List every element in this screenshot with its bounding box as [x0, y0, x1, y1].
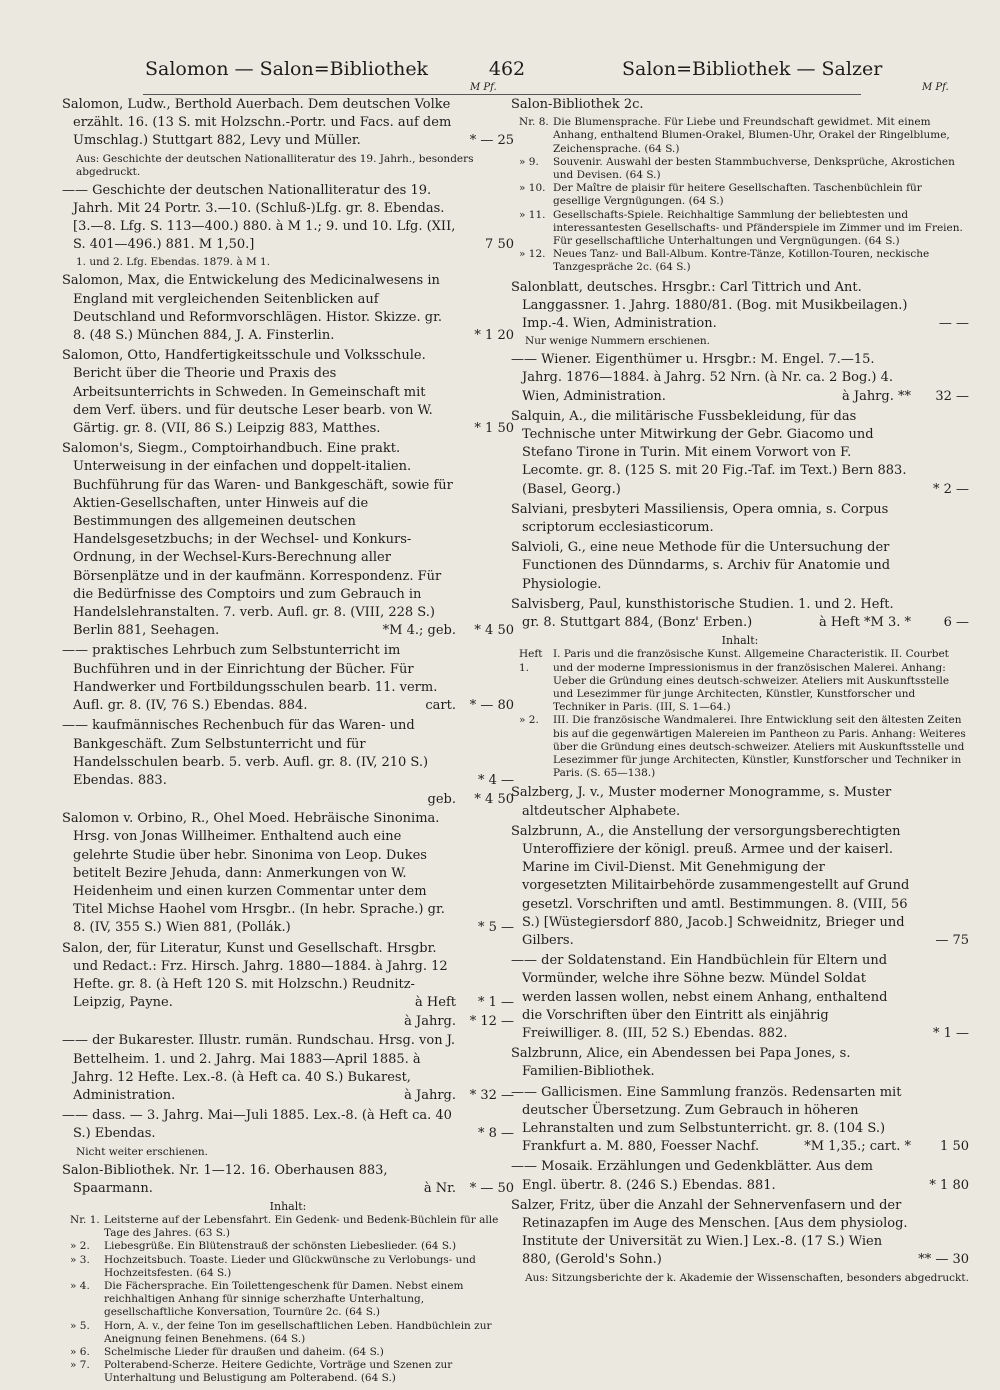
catalog-entry: [62, 940, 514, 1030]
contents-item: Nr. 8. Die Blumensprache. Für Liebe und Freundschaft gewidmet. Mit einem Anhang, enthaltend Blumen-Orakel, Blumen-Uhr, Orakel der Ringelblume, Zeichensprache. (64 S.): [519, 116, 950, 155]
entry-price: * 1 80: [929, 1177, 969, 1193]
entry-text: Salvioli, G., eine neue Methode für die Untersuchung der Functionen des Dünndarms, s. Archiv für Anatomie und Physiologie.: [511, 540, 891, 592]
contents-item: » 6. Schelmische Lieder für draußen und daheim. (64 S.): [70, 1346, 384, 1358]
entry-price: * 8 —: [477, 1126, 514, 1142]
catalog-entry: [511, 1084, 969, 1157]
contents-heading: Inhalt:: [721, 634, 759, 648]
entry-text: Salomon's, Siegm., Comptoirhandbuch. Eine prakt. Unterweisung in der einfachen und doppelt-italien. Buchführung für das Waren- und Bankgeschäft, sowie für Aktien-Gesellschaften, unter Hinweis auf die Bestimmungen des allgemeinen deutschen Handelsgesetzbuchs; in der Wechsel- und Konkurs-Ordnung, in der Wechsel-Kurs-Berechnung aller Börsenplätze und in der kaufmänn. Korrespondenz. Für die Bedürfnisse des Comptoirs und zum Gebrauch in Handelslehranstalten. 7. verb. Aufl. gr. 8. (VIII, 228 S.) Berlin 881, Seehagen.: [62, 441, 453, 639]
entry-text: —— Geschichte der deutschen Nationalliteratur des 19. Jahrh. Mit 24 Portr. 3.—10. (Schluß-)Lfg. gr. 8. Ebendas. [3.—8. Lfg. S. 113—400.) 880. à M 1.; 9. und 10. Lfg. (XII, S. 401—496.) 881. M 1,50.]: [62, 182, 456, 253]
catalog-entry: [62, 1162, 514, 1198]
entry-price-bound: * 4 50: [474, 791, 514, 807]
contents-heading: Inhalt:: [269, 1199, 307, 1213]
entry-text: —— der Bukarester. Illustr. rumän. Rundschau. Hrsg. von J. Bettelheim. 1. und 2. Jahrg. Mai 1883—April 1885. à Jahrg. 12 Hefte. Lex.-8. (à Heft ca. 40 S.) Bukarest, Administration.: [62, 1033, 456, 1103]
page-number: 462: [488, 58, 526, 80]
entry-text: Salomon, Max, die Entwickelung des Medicinalwesens in England mit vergleichenden Seitenblicken auf Deutschland und Reformvorschlägen. Histor. Skizze. gr. 8. (48 S.) München 884, J. A. Finsterlin.: [62, 273, 443, 344]
catalog-entry: [511, 1197, 969, 1270]
left-column: [62, 96, 514, 1390]
entry-price-label: cart.: [425, 698, 456, 714]
entry-text: Salon-Bibliothek 2c.: [511, 97, 644, 112]
contents-item: » 5. Horn, A. v., der feine Ton im gesellschaftlichen Leben. Handbüchlein zur Aneignung feinen Benehmens. (64 S.): [70, 1319, 492, 1345]
entry-text: —— der Soldatenstand. Ein Handbüchlein für Eltern und Vormünder, welche ihre Söhne bezw. Mündel Soldat werden lassen wollen, nebst einem Anhang, enthaltend die Vorschriften über den Eintritt als einjährig Freiwilliger. 8. (III, 52 S.) Ebendas. 882.: [511, 953, 888, 1041]
entry-text: Salzbrunn, Alice, ein Abendessen bei Papa Jones, s. Familien-Bibliothek.: [511, 1046, 851, 1080]
entry-text: Salquin, A., die militärische Fussbekleidung, für das Technische unter Mitwirkung der Gebr. Giacomo und Stefano Tirone in Turin. Mit einem Vorwort von F. Lecomte. gr. 8. (125 S. mit 20 Fig.-Taf. im Text.) Bern 883. (Basel, Georg.): [511, 408, 907, 497]
catalog-entry: [62, 272, 514, 345]
entry-text: Salviani, presbyteri Massiliensis, Opera omnia, s. Corpus scriptorum ecclesiasticorum.: [511, 501, 889, 536]
entry-text: Salon-Bibliothek. Nr. 1—12. 16. Oberhausen 883, Spaarmann.: [62, 1162, 388, 1196]
entry-text: Salomon, Otto, Handfertigkeitsschule und Volksschule. Bericht über die Theorie und Praxis des Arbeitsunterrichts in Schweden. In Gemeinschaft mit dem Verf. übers. und für deutsche Leser bearb. von W. Gärtig. gr. 8. (VII, 86 S.) Leipzig 883, Matthes.: [62, 348, 433, 437]
currency-unit-right: M Pf.: [922, 82, 949, 93]
entry-price: * 1 20: [474, 328, 514, 344]
catalog-entry: [511, 351, 969, 406]
entry-price: 7 50: [485, 237, 514, 253]
contents-item: » 4. Die Fächersprache. Ein Toilettengeschenk für Damen. Nebst einem reichhaltigen Anhang für sinnige scherzhafte Unterhaltung, gesellschaftliche Konversation, Tournüre 2c. (64 S.): [70, 1279, 464, 1319]
contents-item: » 2. III. Die französische Wandmalerei. Ihre Entwicklung seit den ältesten Zeiten bis auf die gegenwärtigen Malereien im Pantheon zu Paris. Anhang: Weiteres über die Gründung eines deutsch-schweizer. Ateliers mit Auskunftsstelle und Lesezimmer für junge Architecten, Künstler, Kunstforscher und Techniker in Paris. (S. 65—138.): [519, 714, 966, 780]
catalog-entry: [511, 96, 969, 114]
entry-text: Salvisberg, Paul, kunsthistorische Studien. 1. und 2. Heft. gr. 8. Stuttgart 884, (Bonz' Erben.): [511, 596, 894, 631]
entry-price-label: à Heft *M 3. *: [818, 615, 911, 631]
entry-price: 1 50: [940, 1139, 969, 1155]
catalog-entry: [62, 717, 514, 807]
header-right: Salon=Bibliothek — Salzer: [622, 58, 883, 80]
entry-price: 6 —: [943, 615, 969, 631]
contents-list: [511, 648, 969, 780]
entry-note: Aus: Geschichte der deutschen Nationalliteratur des 19. Jahrh., besonders abgedruckt.: [76, 152, 474, 178]
contents-item: » 12. Neues Tanz- und Ball-Album. Kontre-Tänze, Kotillon-Touren, neckische Tanzgespräche 2c. (64 S.): [519, 248, 930, 274]
catalog-entry: [511, 596, 969, 632]
entry-text: Salon, der, für Literatur, Kunst und Gesellschaft. Hrsgbr. und Redact.: Frz. Hirsch. Jahrg. 1880—1884. à Jahrg. 12 Hefte. gr. 8. (à Heft 120 S. mit Holzschn.) Reudnitz-Leipzig, Payne.: [62, 940, 448, 1011]
entry-price: * 4 —: [477, 772, 514, 788]
entry-note: Nur wenige Nummern erschienen.: [525, 335, 711, 348]
entry-price: * — 80: [469, 698, 514, 714]
right-column: [511, 96, 969, 1288]
catalog-entry: [62, 642, 514, 715]
catalog-entry: [511, 1158, 969, 1194]
entry-price: — 75: [935, 932, 969, 948]
entry-price: * 2 —: [932, 481, 969, 497]
catalog-entry: [62, 96, 514, 151]
entry-price-label: à Jahrg. **: [841, 388, 911, 404]
entry-price: * 32 —: [469, 1087, 514, 1103]
entry-price: — —: [938, 316, 969, 332]
catalog-entry: [511, 279, 969, 334]
catalog-entry: [511, 784, 969, 820]
entry-text: Salomon, Ludw., Berthold Auerbach. Dem deutschen Volke erzählt. 16. (13 S. mit Holzschn.-Portr. und Facs. auf dem Umschlag.) Stuttgart 882, Levy und Müller.: [62, 97, 452, 149]
contents-item: » 9. Souvenir. Auswahl der besten Stammbuchverse, Denksprüche, Akrostichen und Devisen. (64 S.): [519, 155, 955, 182]
contents-list: [511, 116, 969, 274]
entry-price: * — 25: [469, 133, 514, 149]
contents-item: » 3. Hochzeitsbuch. Toaste. Lieder und Glückwünsche zu Verlobungs- und Hochzeitsfesten. (64 S.): [70, 1253, 476, 1279]
entry-price: * 1 —: [477, 995, 514, 1011]
entry-note: 1. und 2. Lfg. Ebendas. 1879. à M 1.: [76, 256, 271, 269]
entry-price: * 4 50: [474, 623, 514, 639]
entry-price: ** — 30: [918, 1252, 969, 1268]
entry-text: Salzbrunn, A., die Anstellung der versorgungsberechtigten Unteroffiziere der königl. preuß. Armee und der kaiserl. Marine im Civil-Dienst. Mit Genehmigung der vorgesetzten Militairbehörde zusammengestellt auf Grund gesetzl. Vorschriften und amtl. Bestimmungen. 8. (VIII, 56 S.) [Wüstegiersdorf 880, Jacob.] Schweidnitz, Brieger und Gilbers.: [511, 823, 910, 948]
entry-text: Salonblatt, deutsches. Hrsgbr.: Carl Tittrich und Ant. Langgassner. 1. Jahrg. 1880/81. (Bog. mit Musikbeilagen.) Imp.-4. Wien, Administration.: [511, 279, 908, 332]
catalog-entry: [511, 1045, 969, 1081]
entry-price-label: à Jahrg.: [404, 1014, 456, 1030]
catalog-entry: [62, 440, 514, 640]
entry-text: Salzer, Fritz, über die Anzahl der Sehnervenfasern und der Retinazapfen im Auge des Menschen. [Aus dem physiolog. Institute der Universität zu Wien.] Lex.-8. (17 S.) Wien 880, (Gerold's Sohn.): [511, 1197, 908, 1268]
contents-list: [62, 1214, 514, 1386]
catalog-entry: [511, 501, 969, 537]
running-header: [0, 58, 1000, 88]
entry-price-yearly: * 12 —: [469, 1014, 514, 1030]
catalog-entry: [62, 1032, 514, 1105]
entry-price-label: à Heft: [415, 995, 456, 1011]
entry-price-label: *M 1,35.; cart. *: [804, 1139, 911, 1155]
entry-text: —— dass. — 3. Jahrg. Mai—Juli 1885. Lex.-8. (à Heft ca. 40 S.) Ebendas.: [62, 1108, 452, 1142]
entry-price: * 1 —: [932, 1025, 969, 1041]
entry-price: * 5 —: [477, 920, 514, 936]
entry-text: Salomon v. Orbino, R., Ohel Moed. Hebräische Sinonima. Hrsg. von Jonas Willheimer. Enthaltend auch eine gelehrte Studie über hebr. Sinonima von Leop. Dukes betitelt Bezire Jehuda, dann: Anmerkungen von W. Heidenheim und einen kurzen Commentar unter dem Titel Michse Haohel vom Hrsgbr.. (In hebr. Sprache.) gr. 8. (IV, 355 S.) Wien 881, (Pollák.): [62, 811, 445, 936]
catalog-entry: [62, 810, 514, 937]
entry-price-label: à Jahrg.: [404, 1087, 456, 1103]
catalog-entry: [511, 952, 969, 1043]
contents-item: » 11. Gesellschafts-Spiele. Reichhaltige Sammlung der beliebtesten und interessantesten Gesellschafts- und Pfänderspiele im Zimmer und im Freien. Für gesellschaftliche Unterhaltungen und Vergnügungen. (64 S.): [519, 208, 963, 248]
entry-price: * — 50: [469, 1180, 514, 1196]
catalog-entry: [511, 408, 969, 499]
entry-price: 32 —: [935, 388, 969, 404]
entry-price-label: *M 4.; geb.: [382, 623, 456, 639]
entry-note: Nicht weiter erschienen.: [76, 1145, 209, 1158]
entry-price-label: geb.: [427, 791, 456, 807]
contents-item: » 2. Liebesgrüße. Ein Blütenstrauß der schönsten Liebeslieder. (64 S.): [70, 1240, 457, 1253]
entry-price-label: à Nr.: [423, 1180, 456, 1196]
catalog-entry: [511, 539, 969, 594]
entry-text: —— Gallicismen. Eine Sammlung französ. Redensarten mit deutscher Übersetzung. Zum Gebrauch in höheren Lehranstalten und zum Selbstunterricht. gr. 8. (104 S.) Frankfurt a. M. 880, Foesser Nachf.: [511, 1084, 902, 1155]
catalog-entry: [62, 347, 514, 438]
entry-text: —— kaufmännisches Rechenbuch für das Waren- und Bankgeschäft. Zum Selbstunterricht und für Handelsschulen bearb. 5. verb. Aufl. gr. 8. (IV, 210 S.) Ebendas. 883.: [62, 718, 429, 788]
entry-price: * 1 50: [474, 421, 514, 437]
catalog-entry: [511, 823, 969, 950]
entry-text: —— Mosaik. Erzählungen und Gedenkblätter. Aus dem Engl. übertr. 8. (246 S.) Ebendas. 881.: [511, 1159, 873, 1193]
entry-text: —— Wiener. Eigenthümer u. Hrsgbr.: M. Engel. 7.—15. Jahrg. 1876—1884. à Jahrg. 52 Nrn. (à Nr. ca. 2 Bog.) 4. Wien, Administration.: [511, 352, 894, 404]
contents-item: Nr. 1. Leitsterne auf der Lebensfahrt. Ein Gedenk- und Bedenk-Büchlein für alle Tage des Jahres. (63 S.): [70, 1213, 499, 1240]
catalog-entry: [62, 1107, 514, 1143]
entry-note: Aus: Sitzungsberichte der k. Akademie der Wissenschaften, besonders abgedruckt.: [525, 1271, 969, 1284]
contents-item: » 10. Der Maître de plaisir für heitere Gesellschaften. Taschenbüchlein für gesellige Vergnügungen. (64 S.): [519, 182, 922, 208]
header-rule: [143, 94, 861, 95]
catalog-entry: [62, 182, 514, 255]
currency-unit-left: M Pf.: [470, 82, 497, 93]
entry-text: Salzberg, J. v., Muster moderner Monogramme, s. Muster altdeutscher Alphabete.: [511, 785, 892, 819]
contents-item: » 7. Polterabend-Scherze. Heitere Gedichte, Vorträge und Szenen zur Unterhaltung und Belustigung am Polterabend. (64 S.): [70, 1359, 453, 1385]
header-left: Salomon — Salon=Bibliothek: [145, 58, 429, 80]
contents-item: Heft 1. I. Paris und die französische Kunst. Allgemeine Characteristik. II. Courbet und der moderne Impressionismus in der französischen Malerei. Anhang: Ueber die Gründung eines deutsch-schweizer. Ateliers mit Auskunftsstelle und Lesezimmer für junge Architecten, Künstler, Kunstforscher und Techniker in Paris. (III, S. 1—64.): [519, 648, 950, 714]
entry-text: —— praktisches Lehrbuch zum Selbstunterricht im Buchführen und in der Einrichtung der Bücher. Für Handwerker und Fortbildungsschulen bearb. 11. verm. Aufl. gr. 8. (IV, 76 S.) Ebendas. 884.: [62, 643, 438, 714]
